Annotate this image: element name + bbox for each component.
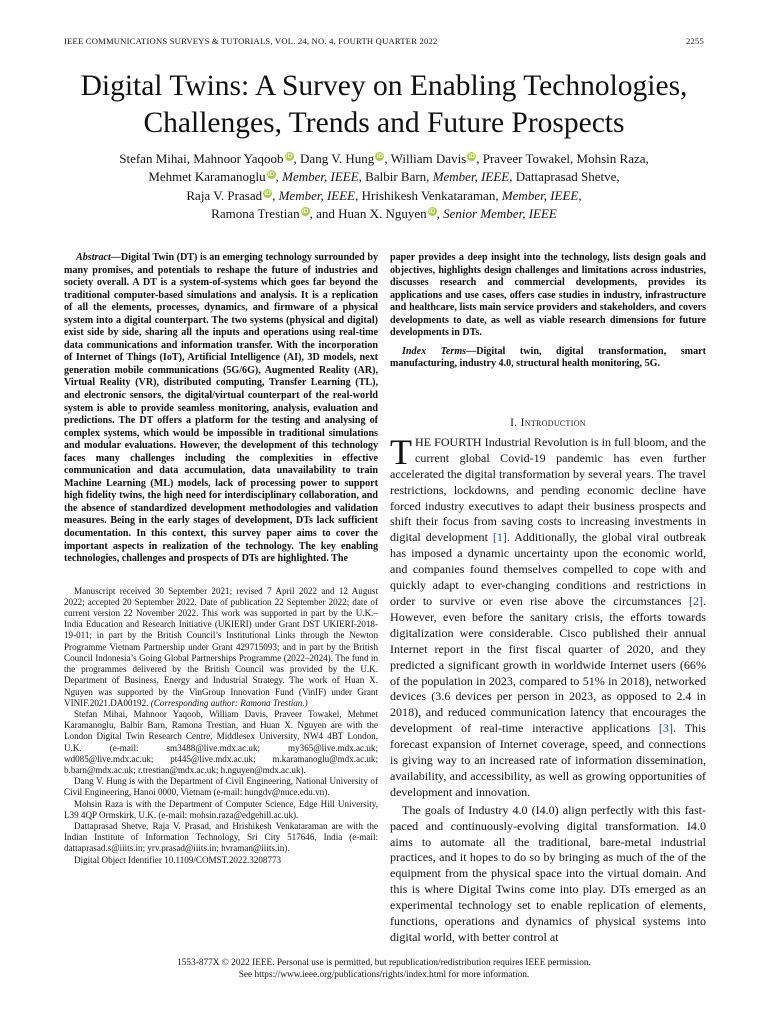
author-text: , <box>578 187 582 203</box>
abstract-label: Abstract <box>76 252 111 263</box>
abstract-text: Digital Twin (DT) is an emerging technology surrounded by many promises, and potentials to reshape the future of industries and society overall. A DT is a system-of-systems which goes far beyond the traditional computer-based simulations and analysis. It is a replication of all the elements, processes, dynamics, and firmware of a physical system into a digital counterpart. The two systems (physical and digital) exist side by side, sharing all the inputs and operations using real-time data communications and information transfer. With the incorporation of Internet of Things (IoT), Artificial Intelligence (AI), 3D models, next generation mobile communications (5G/6G), Augmented Reality (AR), Virtual Reality (VR), distributed computing, Transfer Learning (TL), and electronic sensors, the digital/virtual counterpart of the real-world system is able to provide seamless monitoring, analysis, evaluation and predictions. The DT offers a platform for the testing and analysing of complex systems, which would be impossible in traditional simulations and modular evaluations. However, the development of this technology faces many challenges including the complexities in effective communication and data accumulation, data unavailability to train Machine Learning (ML) models, lack of processing power to support high fidelity twins, the high need for interdisciplinary collaboration, and the absence of standardized development methodologies and validation measures. Being in the early stages of development, DTs lack sufficient documentation. In this context, this survey paper aims to cover the important aspects in realization of the technology. The key enabling technologies, challenges and prospects of DTs are highlighted. The <box>64 252 378 565</box>
paragraph-text: . Additionally, the global viral outbreak has imposed a dynamic uncertainty upon the economic world, and companies found themselves compelled to cope with and quickly adapt to ever-changing conditions and restrictions in order to survive or even rise above the circumstances <box>390 530 706 608</box>
author-text: , Balbir Barn, <box>358 169 433 185</box>
author-text: , William Davis <box>384 151 467 166</box>
page-number: 2255 <box>686 36 704 46</box>
index-terms-label: Index Terms <box>402 345 467 357</box>
author-text: , Hrishikesh Venkataraman, <box>355 187 502 203</box>
copyright-line-1: 1553-877X © 2022 IEEE. Personal use is permitted, but republication/redistribution requires IEEE permission. <box>177 958 591 968</box>
author-text: , and Huan X. Nguyen <box>309 206 427 222</box>
right-column <box>390 252 706 946</box>
author-text: , <box>272 187 279 203</box>
journal-header: IEEE COMMUNICATIONS SURVEYS & TUTORIALS, VOL. 24, NO. 4, FOURTH QUARTER 2022 <box>64 36 438 46</box>
author-line-1 <box>30 150 738 168</box>
orcid-icon[interactable]: iD <box>267 171 275 179</box>
title-line-1: Digital Twins: A Survey on Enabling Technologies, <box>80 70 688 102</box>
member-title: Member, IEEE <box>282 169 359 185</box>
footnote-affiliation-iiits: Dattaprasad Shetve, Raja V. Prasad, and Hrishikesh Venkataraman are with the Indian Institute of Information Technology, Sri City 517646, India (e-mail: dattaprasad.s@iiits.in; yrv.prasad@iiits.in; hvraman@iiits.in). <box>64 820 378 854</box>
paragraph-text: . However, even before the sanitary crisis, the efforts towards digitalization were considerable. Cisco published their annual Internet report in the first fiscal quarter of 2020, and they predicted a significant growth in worldwide Internet users (66% of the population in 2023, compared to 51% in 2018), networked devices (3.6 devices per person in 2023, as opposed to 2.4 in 2018), and reduced communication latency that encourages the development of real-time interactive applications <box>390 593 706 736</box>
member-title: Senior Member, IEEE <box>443 206 557 222</box>
author-text: Raja V. Prasad <box>186 187 263 203</box>
author-line-4 <box>30 205 738 223</box>
intro-paragraph-1 <box>390 431 706 801</box>
left-column <box>64 252 378 866</box>
index-terms-text: Digital twin, digital transformation, smart manufacturing, industry 4.0, structural health monitoring, 5G. <box>390 345 706 370</box>
abstract-continuation: paper provides a deep insight into the technology, lists design goals and objectives, highlights design challenges and limitations across industries, discusses research and commercial developments, provides its applications and use cases, offers case studies in industry, infrastructure and healthcare, lists main service providers and stakeholders, and covers developments to date, as well as viable research dimensions for future developments in DTs. <box>390 252 706 339</box>
citation-link[interactable]: [2] <box>688 593 703 608</box>
orcid-icon[interactable]: iD <box>264 189 271 197</box>
copyright-line-2[interactable]: See https://www.ieee.org/publications/rights/index.html for more information. <box>238 969 530 980</box>
copyright-footer <box>0 958 768 982</box>
author-text: Mehmet Karamanoglu <box>148 169 266 185</box>
section-heading-introduction <box>390 417 706 429</box>
author-line-3 <box>30 187 738 205</box>
citation-link[interactable]: [3] <box>658 721 673 736</box>
author-text: Ramona Trestian <box>211 206 300 222</box>
author-text: , Dang V. Hung <box>293 151 375 166</box>
member-title: Member, IEEE <box>278 187 356 203</box>
orcid-icon[interactable]: iD <box>468 153 475 160</box>
footnote-affiliation-edgehill: Mohsin Raza is with the Department of Computer Science, Edge Hill University, L39 4QP Ormskirk, U.K. (e-mail: mohsin.raza@edgehill.ac.uk). <box>64 798 378 820</box>
citation-link[interactable]: [1] <box>492 530 507 545</box>
orcid-icon[interactable]: iD <box>285 153 293 160</box>
paragraph-text: . This forecast expansion of Internet coverage, speed, and connections is giving way to an increased rate of information dissemination, availability, and accessibility, as well as growing opportunities of development and innovation. <box>390 721 706 799</box>
author-list <box>30 150 738 224</box>
member-title: Member, IEEE <box>432 169 510 185</box>
index-terms-dash: — <box>466 345 477 357</box>
abstract <box>64 252 378 566</box>
author-text: , <box>275 169 283 185</box>
abstract-dash: — <box>110 252 121 263</box>
section-number: I. <box>510 416 518 429</box>
footnote-manuscript <box>64 586 378 709</box>
section-title: Introduction <box>520 416 586 429</box>
running-header <box>64 36 704 50</box>
footnote-text: Manuscript received 30 September 2021; revised 7 April 2022 and 12 August 2022; accepted 20 September 2022. Date of publication 22 September 2022; date of current version 22 November 2022. This work was supported in part by the U.K.–India Education and Research Initiative (UKIERI) under Grant DST UKIERI-2018-19-011; in part by the British Council’s Institutional Links through the Newton Programme Vietnam Partnership under Grant 429715093; and in part by the British Council Indonesia’s Going Global Partnerships Programme (2022–2024). The fund in the programmes delivered by the British Council was provided by the U.K. Department of Business, Energy and Industrial Strategy. The work of Huan X. Nguyen was supported by the VinGroup Innovation Fund (VinIF) under Grant VINIF.2021.DA00192. <box>64 585 378 708</box>
doi[interactable]: Digital Object Identifier 10.1109/COMST.2022.3208773 <box>74 854 282 865</box>
author-text: , <box>436 206 444 222</box>
drop-cap: T <box>390 431 412 472</box>
footnotes <box>64 586 378 866</box>
author-text: , Dattaprasad Shetve, <box>509 169 620 185</box>
corresponding-author: (Corresponding author: Ramona Trestian.) <box>150 697 308 708</box>
member-title: Member, IEEE <box>501 187 579 203</box>
orcid-icon[interactable]: iD <box>376 153 384 160</box>
author-text: , Praveer Towakel, Mohsin Raza, <box>476 151 649 166</box>
index-terms <box>390 346 706 371</box>
footnote-affiliation-middlesex: Stefan Mihai, Mahnoor Yaqoob, William Davis, Praveer Towakel, Mehmet Karamanoglu, Balbir Barn, Ramona Trestian, and Huan X. Nguyen are with the London Digital Twin Research Centre, Middlesex University, NW4 4BT London, U.K. (e-mail: sm3488@live.mdx.ac.uk; my365@live.mdx.ac.uk; wd085@live.mdx.ac.uk; pt445@live.mdx.ac.uk; m.karamanoglu@mdx.ac.uk; b.barn@mdx.ac.uk; r.trestian@mdx.ac.uk; h.nguyen@mdx.ac.uk). <box>64 708 378 775</box>
paper-title <box>30 68 738 142</box>
author-text: Stefan Mihai, Mahnoor Yaqoob <box>119 151 284 166</box>
title-line-2: Challenges, Trends and Future Prospects <box>143 107 625 139</box>
author-line-2 <box>30 168 738 186</box>
footnote-affiliation-nuce: Dang V. Hung is with the Department of Civil Engineering, National University of Civil Engineering, Hanoi 0000, Vietnam (e-mail: hungdv@nuce.edu.vn). <box>64 776 378 798</box>
orcid-icon[interactable]: iD <box>428 208 436 216</box>
paragraph-text: HE FOURTH Industrial Revolution is in full bloom, and the current global Covid-19 pandemic has even further accelerated the digital transformation by several years. The travel restrictions, lockdowns, and pending economic decline have forced industry executives to adapt their business prospects and shift their focus from saving costs to increasing investments in digital development <box>390 434 706 545</box>
intro-paragraph-2: The goals of Industry 4.0 (I4.0) align perfectly with this fast-paced and continuously-evolving digital transformation. I4.0 aims to automate all the traditional, bare-metal industrial practices, and it hopes to do so by bringing as much of the of the equipment from the physical space into the virtual domain. And this is where Digital Twins come into play. DTs emerged as an experimental technology set to enable replication of elements, functions, operations and dynamics of physical systems into digital world, with better control at <box>390 802 706 945</box>
orcid-icon[interactable]: iD <box>301 208 309 216</box>
